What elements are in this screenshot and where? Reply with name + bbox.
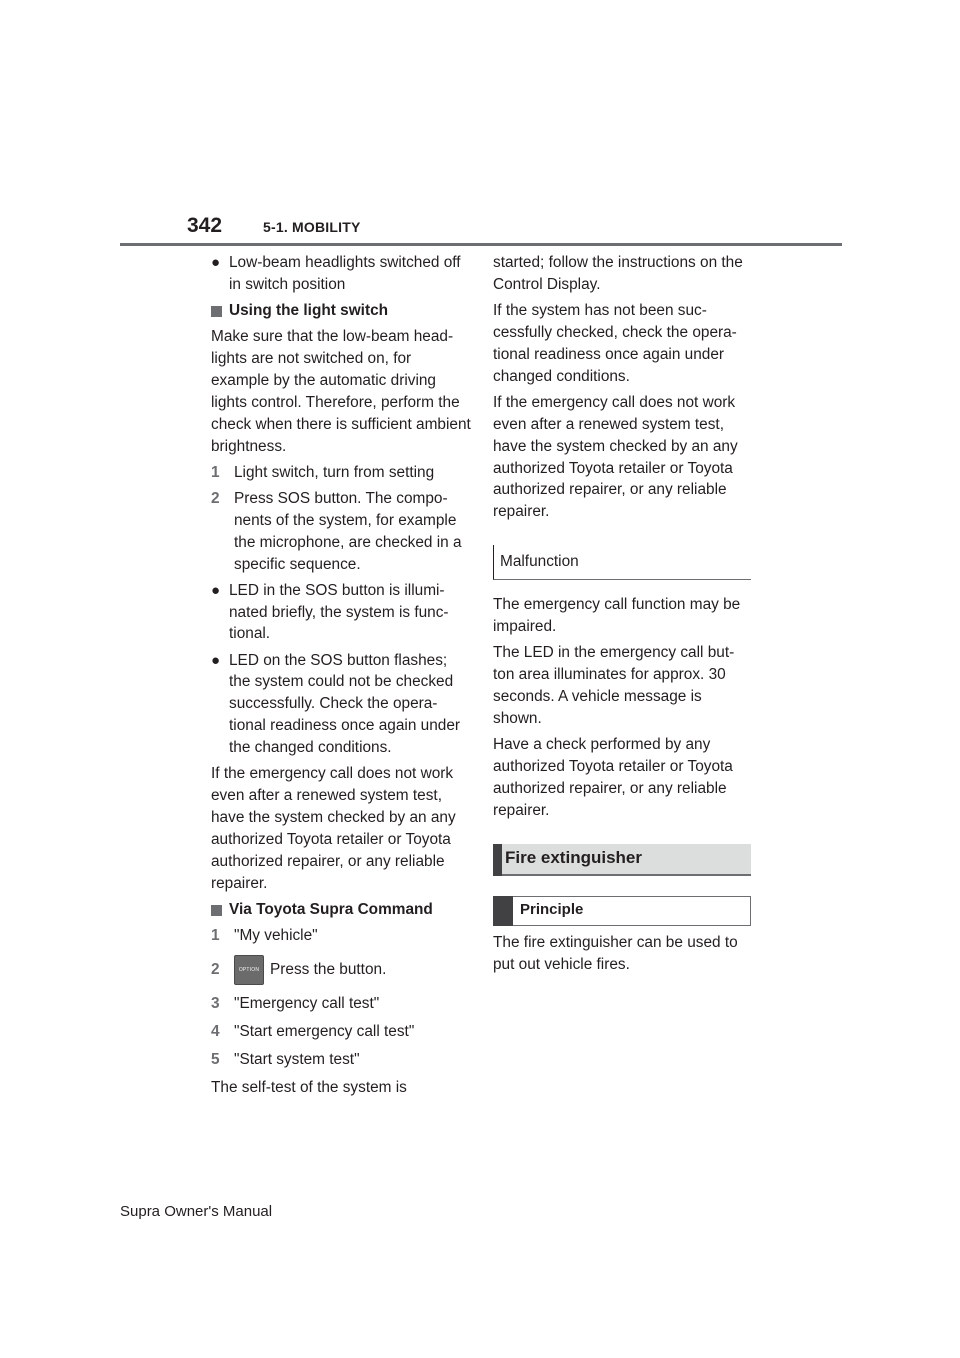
step-text: Press the button. — [270, 960, 387, 978]
principle-heading: Principle — [493, 896, 751, 926]
left-column — [211, 252, 471, 1103]
bullet-item — [211, 650, 471, 760]
bullet-item — [211, 580, 471, 646]
subheading-light-switch: Using the light switch — [211, 300, 471, 322]
command-step — [211, 925, 471, 947]
option-button-icon: OPTION — [234, 955, 264, 985]
manual-name: Supra Owner's Manual — [120, 1203, 273, 1220]
fire-extinguisher-heading: Fire extinguisher — [493, 844, 751, 876]
bullet-text: LED in the SOS button is illumi-nated briefly, the system is func-tional. — [229, 581, 449, 643]
paragraph-started: started; follow the instructions on the Control Display. — [493, 254, 743, 293]
square-marker-icon — [211, 905, 222, 916]
header-rule — [120, 243, 842, 246]
heading-bar — [493, 844, 502, 876]
step-number: 1 — [211, 463, 220, 481]
step-text: "Start emergency call test" — [234, 1022, 415, 1040]
paragraph-led: The LED in the emergency call but-ton area illuminates for approx. 30 seconds. A vehicle message is shown. — [493, 644, 735, 727]
section-title: 5-1. MOBILITY — [263, 219, 361, 235]
heading-bar — [493, 896, 513, 926]
command-step — [211, 1021, 471, 1043]
subheading-supra-command: Via Toyota Supra Command — [211, 899, 471, 921]
malfunction-heading: Malfunction — [493, 545, 751, 580]
bullet-text: Low-beam headlights switched off in switch position — [229, 254, 461, 293]
paragraph-emergency-call: If the emergency call does not work even after a renewed system test, have the system checked by an any authorized Toyota retailer or Toyota authorized repairer, or any reliable repairer. — [211, 765, 456, 892]
bullet-item — [211, 252, 471, 296]
paragraph-impaired: The emergency call function may be impaired. — [493, 596, 741, 636]
step-item — [211, 488, 471, 576]
step-number: 5 — [211, 1050, 220, 1068]
paragraph-not-work: If the emergency call does not work even after a renewed system test, have the system checked by an any authorized Toyota retailer or Toyota authorized repairer, or any reliable repairer. — [493, 393, 738, 521]
step-number: 2 — [211, 960, 220, 978]
step-number: 2 — [211, 489, 220, 507]
paragraph-self-test: The self-test of the system is — [211, 1078, 407, 1096]
bullet-dot-icon: ● — [211, 651, 221, 669]
paragraph-check: Have a check performed by any authorized Toyota retailer or Toyota authorized repairer, or any reliable repairer. — [493, 736, 733, 819]
bullet-dot-icon: ● — [211, 254, 221, 271]
command-step — [211, 1049, 471, 1071]
step-text: "Emergency call test" — [234, 994, 380, 1012]
square-marker-icon — [211, 306, 222, 317]
step-number: 4 — [211, 1022, 220, 1040]
step-text: Press SOS button. The compo-nents of the system, for example the microphone, are checked in a specific sequence. — [234, 489, 462, 573]
page-header — [0, 0, 960, 250]
step-text: "My vehicle" — [234, 926, 318, 944]
step-number: 3 — [211, 994, 220, 1012]
command-step — [211, 955, 471, 985]
paragraph-light-switch: Make sure that the low-beam head-lights are not switched on, for example by the automatic driving lights control. Therefore, perform the check when there is sufficient ambient brightness. — [211, 328, 471, 455]
right-column — [493, 252, 751, 980]
step-item — [211, 462, 471, 484]
page-number: 342 — [187, 214, 223, 237]
bullet-text: LED on the SOS button flashes; the system could not be checked successfully. Check the opera-tional readiness once again under the changed conditions. — [229, 651, 461, 757]
step-number: 1 — [211, 926, 220, 944]
paragraph-fire: The fire extinguisher can be used to put out vehicle fires. — [493, 933, 738, 973]
command-step — [211, 993, 471, 1015]
step-text: "Start system test" — [234, 1050, 360, 1068]
paragraph-not-checked: If the system has not been suc-cessfully checked, check the opera-tional readiness once again under changed conditions. — [493, 302, 737, 385]
step-text: Light switch, turn from setting — [234, 463, 435, 481]
bullet-dot-icon: ● — [211, 581, 221, 599]
